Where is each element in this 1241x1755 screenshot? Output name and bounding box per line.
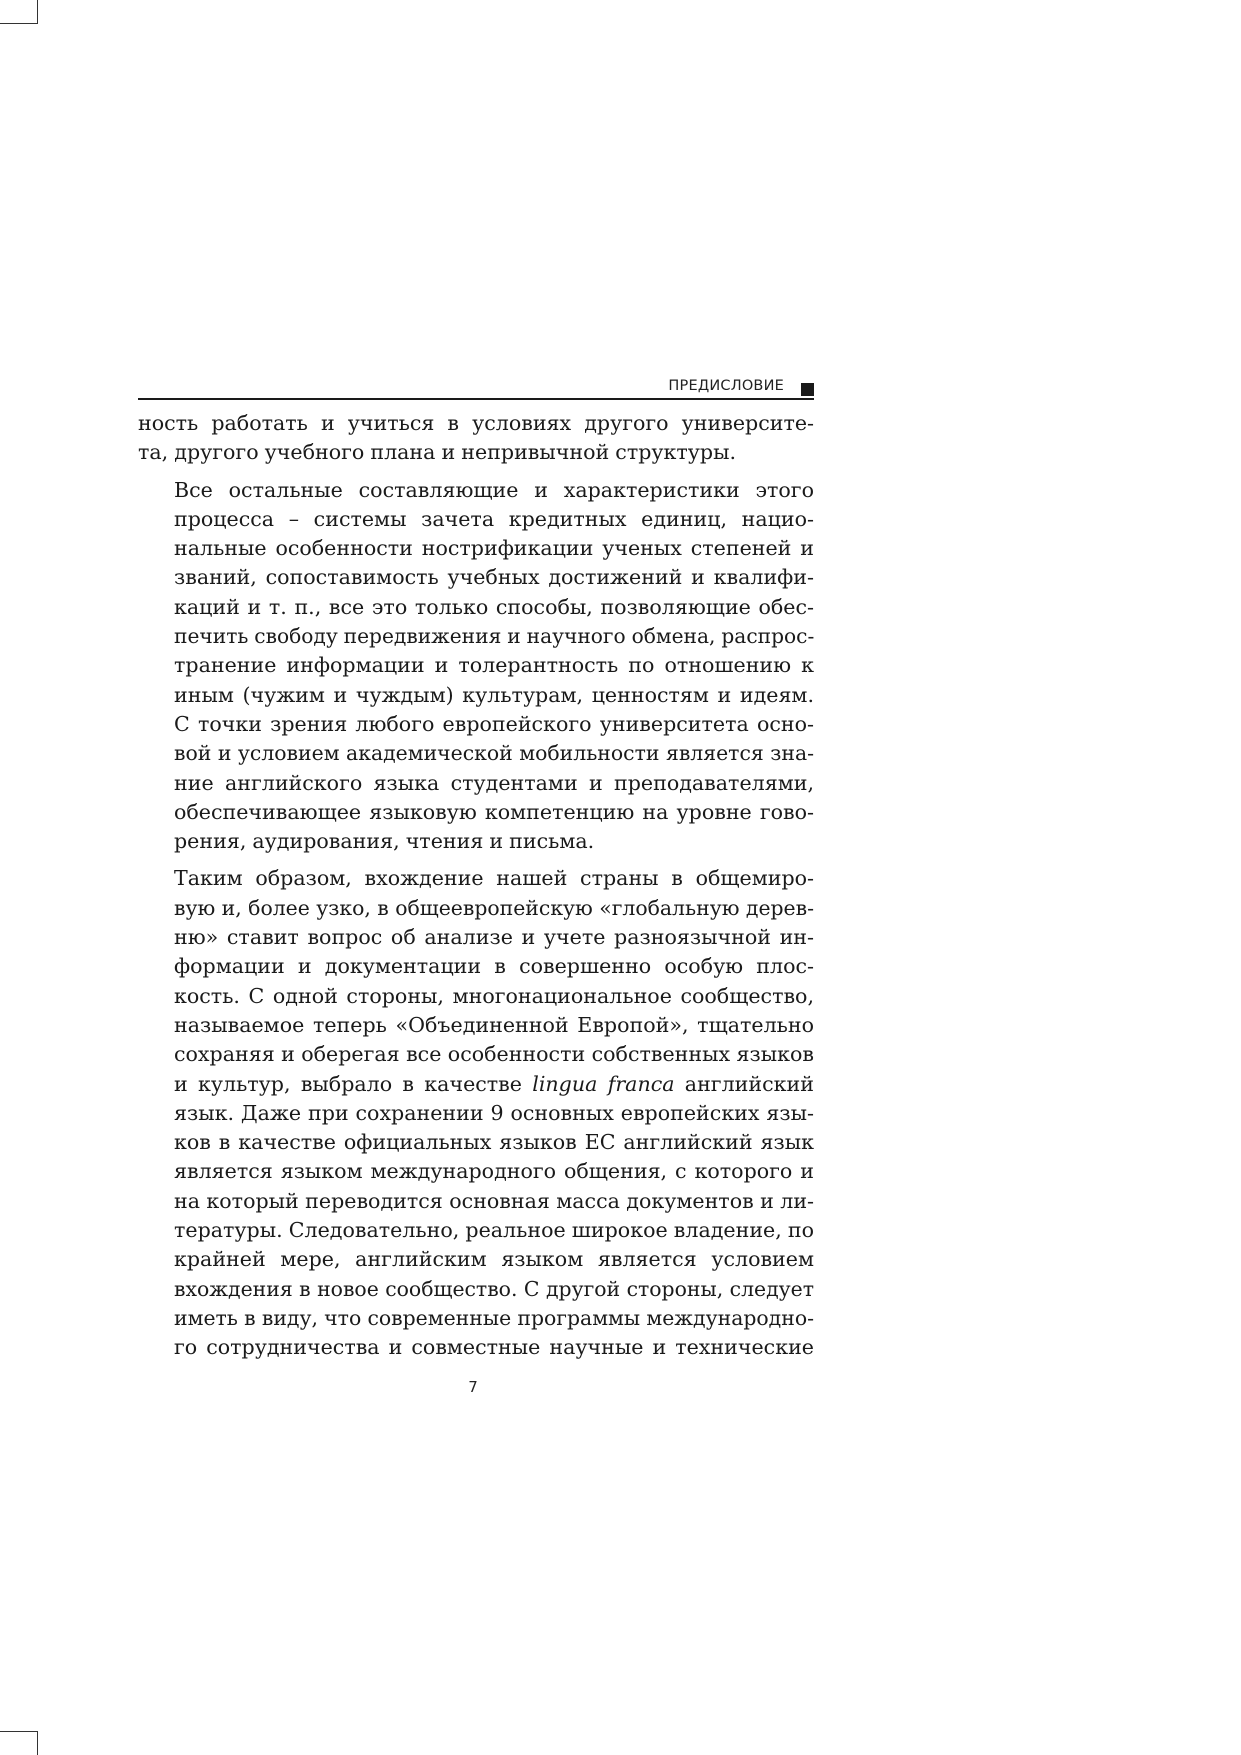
page-header	[138, 378, 814, 400]
text-line: сохраняя и оберегая все особенности собственных языков	[174, 1042, 814, 1067]
paragraph-3	[138, 864, 814, 1362]
text-line: С точки зрения любого европейского университета осно-	[174, 711, 814, 736]
text-line: тературы. Следовательно, реальное широкое владение, по	[174, 1218, 814, 1243]
text-line: язык. Даже при сохранении 9 основных европейских язы-	[174, 1100, 814, 1125]
crop-mark-bottom-left-horizontal	[0, 1731, 37, 1732]
text-line: званий, сопоставимость учебных достижений и квалифи-	[174, 565, 814, 590]
text-segment: английский	[674, 1071, 814, 1096]
text-line: процесса – системы зачета кредитных единиц, нацио-	[174, 506, 814, 531]
text-line: обеспечивающее языковую компетенцию на уровне гово-	[174, 799, 814, 824]
text-line: кость. С одной стороны, многонациональное сообщество,	[174, 983, 814, 1008]
page-number: 7	[468, 1378, 478, 1396]
text-line: печить свободу передвижения и научного обмена, распрос-	[174, 624, 815, 649]
text-line-with-italic	[138, 1070, 814, 1099]
text-line: крайней мере, английским языком является условием	[174, 1247, 814, 1272]
text-segment: и культур, выбрало в качестве	[174, 1071, 533, 1096]
text-line: является языком международного общения, с которого и	[174, 1159, 814, 1184]
text-line: называемое теперь «Объединенной Европой», тщательно	[174, 1012, 814, 1037]
text-line: иным (чужим и чуждым) культурам, ценностям и идеям.	[174, 682, 814, 707]
text-line: вой и условием академической мобильности является зна-	[174, 741, 814, 766]
text-line: го сотрудничества и совместные научные и технические	[174, 1335, 814, 1360]
text-line: Все остальные составляющие и характеристики этого	[174, 477, 814, 502]
header-rule	[138, 398, 814, 400]
crop-mark-bottom-left-vertical	[37, 1731, 38, 1755]
text-line: та, другого учебного плана и непривычной структуры.	[138, 440, 737, 465]
text-line: ность работать и учиться в условиях другого университе-	[138, 411, 814, 435]
header-square-marker	[801, 383, 814, 396]
running-head: ПРЕДИСЛОВИЕ	[668, 378, 784, 394]
text-line: ню» ставит вопрос об анализе и учете разноязычной ин-	[174, 925, 814, 950]
text-line: Таким образом, вхождение нашей страны в общемиро-	[174, 866, 814, 891]
italic-term: lingua franca	[532, 1071, 675, 1096]
text-line: вую и, более узко, в общеевропейскую «глобальную дерев-	[174, 895, 814, 920]
text-line: вхождения в новое сообщество. С другой стороны, следует	[174, 1276, 814, 1301]
text-line: формации и документации в совершенно особую плос-	[174, 954, 814, 979]
text-line: транение информации и толерантность по отношению к	[174, 653, 814, 678]
text-line: рения, аудирования, чтения и письма.	[174, 829, 595, 854]
paragraph-1	[138, 409, 814, 468]
crop-mark-top-left-horizontal	[0, 23, 37, 24]
text-line: ков в качестве официальных языков ЕС английский язык	[174, 1130, 814, 1155]
crop-mark-top-left-vertical	[37, 0, 38, 24]
text-line: каций и т. п., все это только способы, позволяющие обес-	[174, 594, 814, 619]
text-line: иметь в виду, что современные программы международно-	[174, 1305, 814, 1330]
text-line: на который переводится основная масса документов и ли-	[174, 1188, 814, 1213]
body-text	[138, 409, 814, 1363]
text-line: ние английского языка студентами и преподавателями,	[174, 770, 814, 795]
paragraph-2	[138, 476, 814, 857]
text-line: нальные особенности нострификации ученых степеней и	[174, 536, 814, 561]
